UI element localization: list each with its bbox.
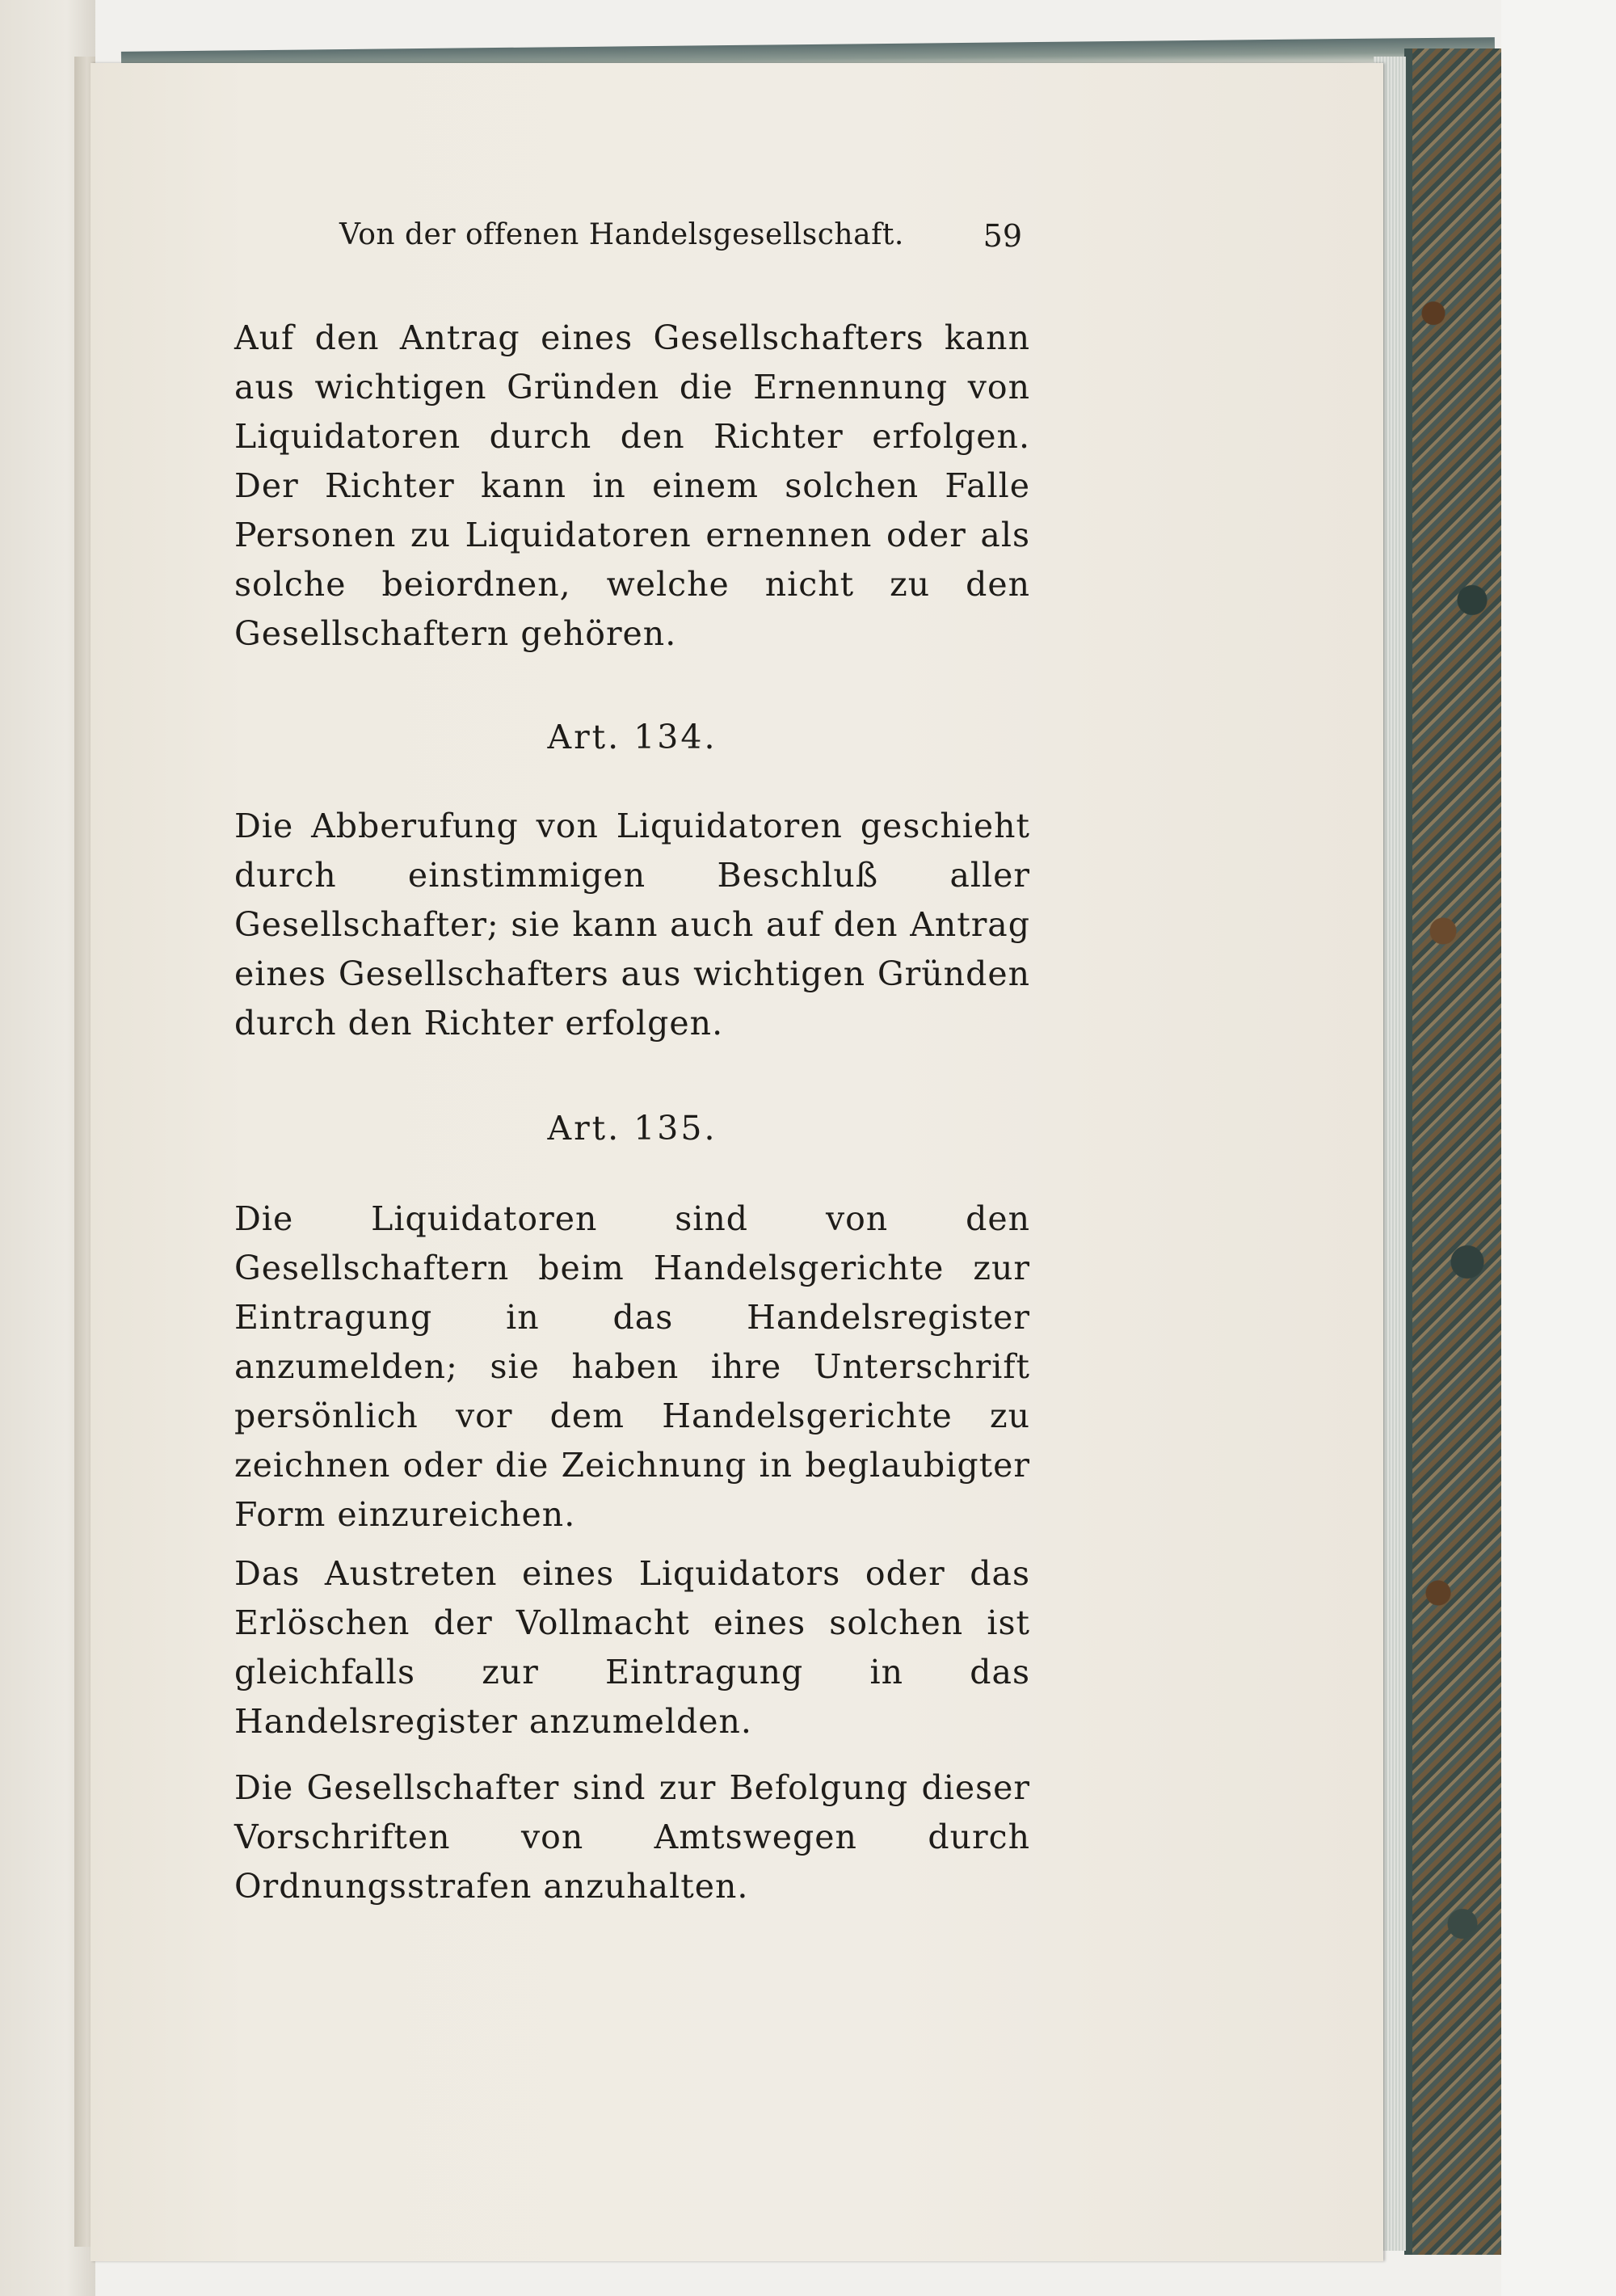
article-134-heading: Art. 134. bbox=[547, 718, 718, 756]
running-head-title: Von der offenen Handelsgesellschaft. bbox=[339, 218, 904, 251]
article-135-text-3: Die Gesellschafter sind zur Befolgung dieser Vorschriften von Amtswegen durch Ordnungsstrafen anzuhalten. bbox=[234, 1768, 1030, 1906]
article-135-heading: Art. 135. bbox=[547, 1109, 718, 1148]
running-head bbox=[234, 218, 1030, 259]
paragraph-intro: Auf den Antrag eines Gesellschafters kann aus wichtigen Gründen die Ernennung von Liquidatoren durch den Richter erfolgen. Der Richter kann in einem solchen Falle Personen zu Liquidatoren ernennen oder als solche beiordnen, welche nicht zu den Gesellschaftern gehören. bbox=[234, 318, 1030, 653]
article-135-text-2: Das Austreten eines Liquidators oder das Erlöschen der Vollmacht eines solchen ist gleichfalls zur Eintragung in das Handelsregister anzumelden. bbox=[234, 1554, 1030, 1741]
right-background bbox=[1501, 0, 1616, 2296]
page-number: 59 bbox=[983, 218, 1022, 254]
article-134-text: Die Abberufung von Liquidatoren geschieht durch einstimmigen Beschluß aller Gesellschafter; sie kann auch auf den Antrag eines Gesellschafters aus wichtigen Gründen durch den Richter erfolgen. bbox=[234, 807, 1030, 1043]
article-135-text-1: Die Liquidatoren sind von den Gesellschaftern beim Handelsgerichte zur Eintragung in das Handelsregister anzumelden; sie haben ihre Unterschrift persönlich vor dem Handelsgerichte zu zeichnen oder die Zeichnung in beglaubigter Form einzureichen. bbox=[234, 1199, 1030, 1534]
marbled-cover bbox=[1404, 48, 1501, 2255]
